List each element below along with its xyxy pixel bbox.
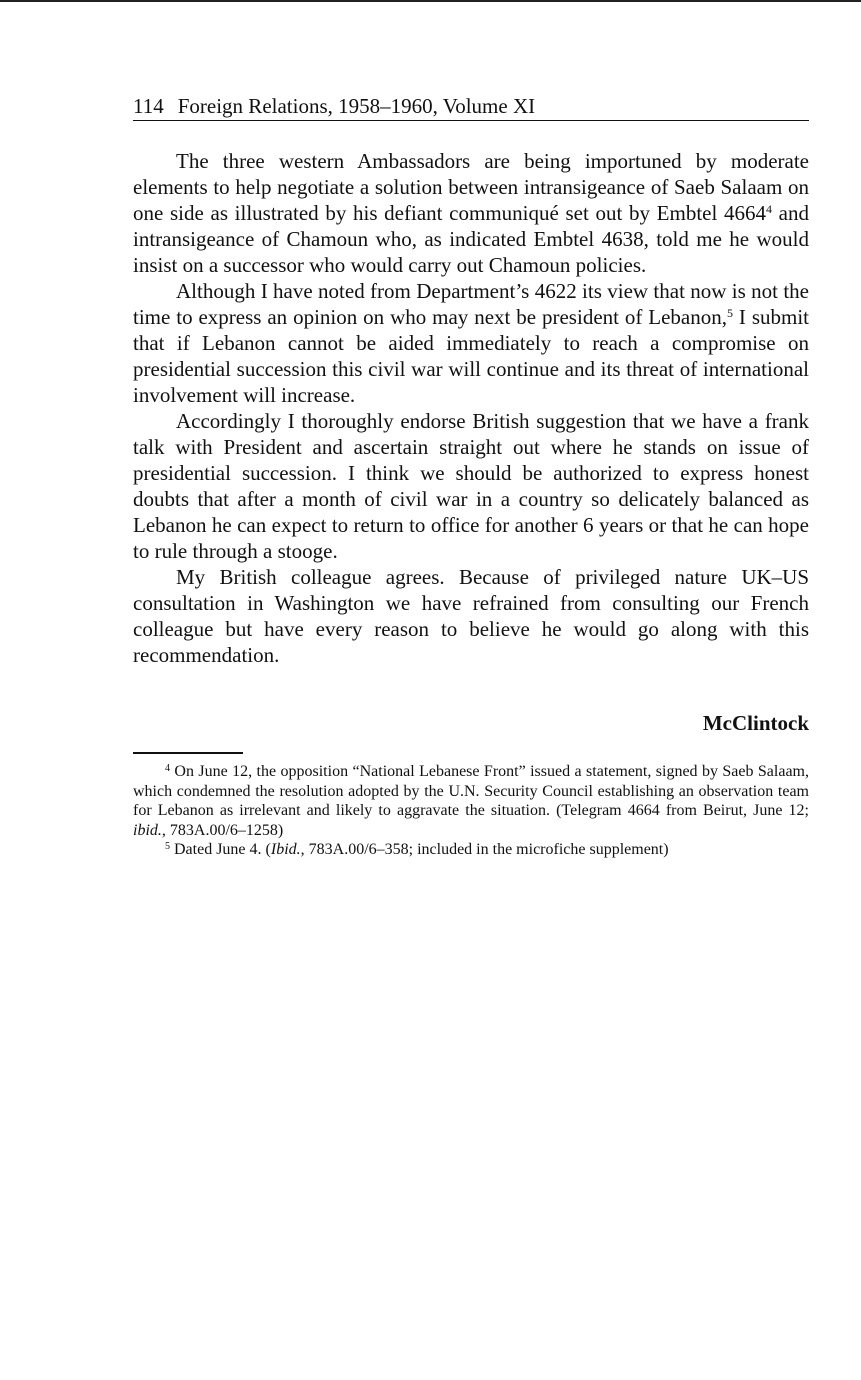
- paragraph-2-text-a: Although I have noted from Department’s 4622 its view that now is not the time to express an opinion on who may next be president of Lebanon,: [133, 279, 809, 329]
- footnote-4-ibid: ibid.: [133, 821, 162, 839]
- document-body: [133, 148, 809, 668]
- footnote-5-ibid: Ibid.: [270, 841, 301, 858]
- footnote-marker-5: 5: [165, 841, 170, 852]
- footnote-5-text-a: Dated June 4. (: [170, 841, 271, 858]
- footnote-4-text-b: , 783A.00/6–1258): [161, 821, 284, 839]
- page-number: 114: [133, 94, 164, 118]
- footnote-ref-5: 5: [727, 306, 734, 320]
- paragraph-1-text-b: and intransigeance of Chamoun who, as indicated Embtel 4638, told me he would insist on a successor who would carry out Chamoun policies.: [133, 201, 809, 277]
- footnotes: [133, 762, 809, 860]
- footnote-4: [133, 762, 809, 840]
- page-top-edge: [0, 0, 861, 2]
- paragraph-3: Accordingly I thoroughly endorse British suggestion that we have a frank talk with President and ascertain straight out where he stands on issue of presidential succession. I think we should be authorized to express honest doubts that after a month of civil war in a country so delicately balanced as Lebanon he can expect to return to office for another 6 years or that he can hope to rule through a stooge.: [133, 409, 809, 563]
- running-title: Foreign Relations, 1958–1960, Volume XI: [177, 94, 536, 118]
- footnote-marker-4: 4: [165, 763, 170, 774]
- paragraph-2: [133, 278, 809, 408]
- footnote-5-text-b: , 783A.00/6–358; included in the microfiche supplement): [300, 841, 669, 858]
- footnote-separator: [133, 752, 243, 754]
- footnote-ref-4: 4: [766, 202, 772, 216]
- paragraph-1: [133, 148, 809, 278]
- footnote-4-text-a: On June 12, the opposition “National Lebanese Front” issued a statement, signed by Saeb Salaam, which condemned the resolution adopted by the U.N. Security Council establishing an observation team for Lebanon as irrelevant and likely to aggravate the situation. (Telegram 4664 from Beirut, June 12;: [133, 763, 809, 819]
- running-header: [133, 92, 809, 121]
- paragraph-4: My British colleague agrees. Because of privileged nature UK–US consultation in Washington we have refrained from consulting our French colleague but have every reason to believe he would go along with this recommendation.: [133, 565, 809, 667]
- signature: McClintock: [702, 711, 809, 735]
- paragraph-2-text-b: I submit that if Lebanon cannot be aided immediately to reach a compromise on presidential succession this civil war will continue and its threat of international involvement will increase.: [133, 305, 809, 407]
- footnote-5: [133, 840, 809, 860]
- paragraph-1-text-a: The three western Ambassadors are being importuned by moderate elements to help negotiate a solution between intransigeance of Saeb Salaam on one side as illustrated by his defiant communiqué set out by Embtel 4664: [133, 149, 809, 225]
